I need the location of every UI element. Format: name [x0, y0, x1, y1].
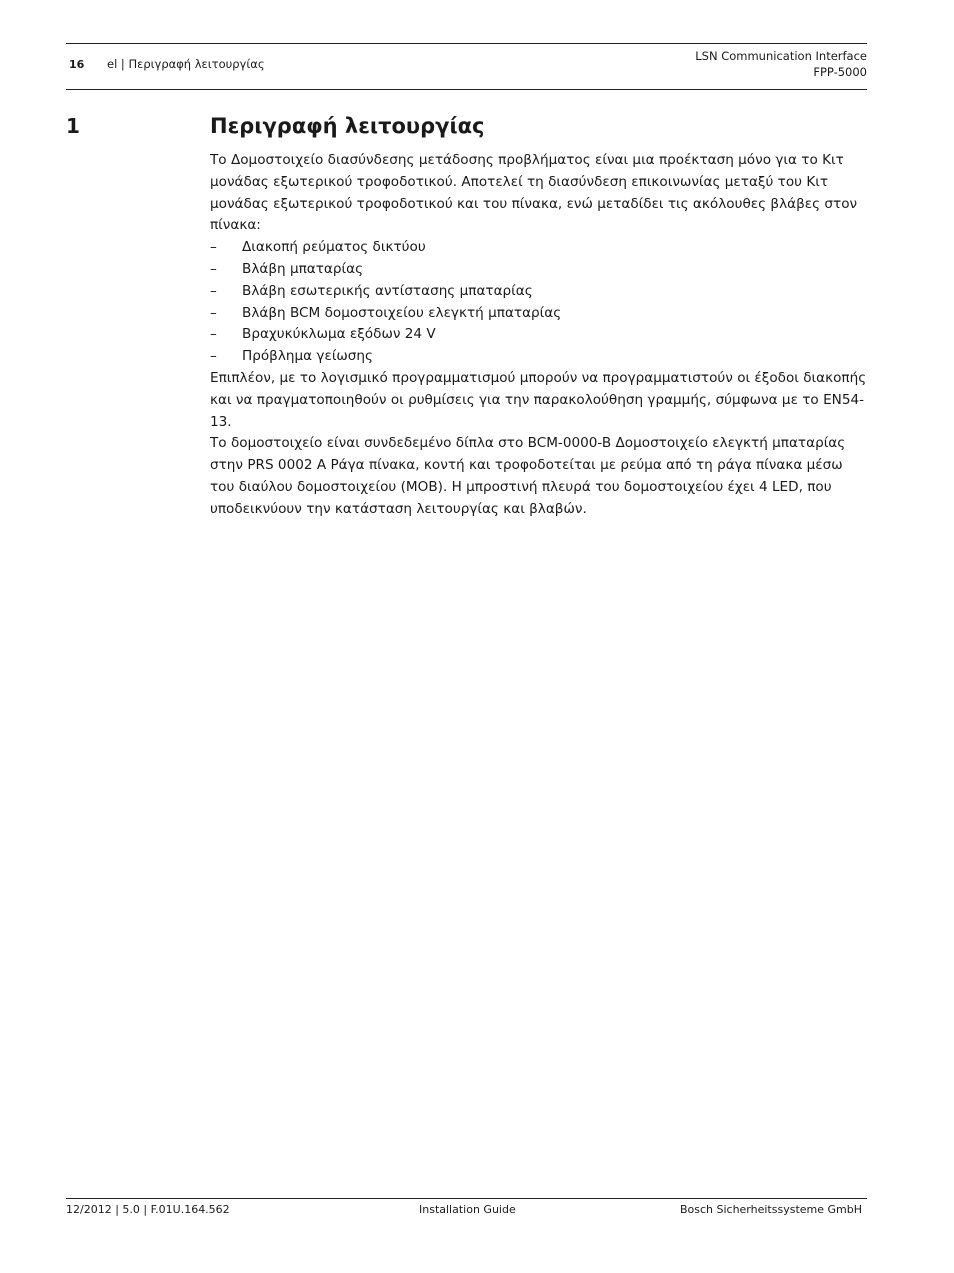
list-item-text: Βλάβη μπαταρίας [242, 260, 364, 277]
footer-doc-type: Installation Guide [419, 1203, 516, 1216]
bullet-dash: – [210, 260, 217, 277]
product-name: LSN Communication Interface [695, 49, 867, 63]
list-item [210, 259, 870, 281]
chapter-number: 1 [66, 114, 80, 138]
product-info [695, 49, 867, 80]
running-section-title: el | Περιγραφή λειτουργίας [107, 57, 265, 71]
list-item [210, 324, 870, 346]
list-item-text: Βραχυκύκλωμα εξόδων 24 V [242, 326, 436, 343]
footer-doc-info: 12/2012 | 5.0 | F.01U.164.562 [66, 1203, 230, 1216]
list-item-text: Βλάβη BCM δομοστοιχείου ελεγκτή μπαταρίας [242, 304, 562, 321]
list-item [210, 346, 870, 368]
page-number: 16 [69, 58, 85, 71]
list-item-text: Πρόβλημα γείωσης [242, 348, 374, 365]
chapter-title: Περιγραφή λειτουργίας [210, 114, 485, 138]
footer-rule [66, 1198, 867, 1199]
footer-company: Bosch Sicherheitssysteme GmbH [679, 1203, 862, 1216]
programming-paragraph: Επιπλέον, με το λογισμικό προγραμματισμού μπορούν να προγραμματιστούν οι έξοδοι διακοπής και να πραγματοποιηθούν οι ρυθμίσεις για την παρακολούθηση γραμμής, σύμφωνα με το EN54-13. [210, 369, 867, 430]
bullet-dash: – [210, 239, 217, 256]
bullet-dash: – [210, 282, 217, 299]
list-item [210, 281, 870, 303]
list-item-text: Διακοπή ρεύματος δικτύου [242, 239, 426, 256]
list-item [210, 303, 870, 325]
fault-list [210, 237, 870, 368]
installation-paragraph: Το δομοστοιχείο είναι συνδεδεμένο δίπλα στο BCM-0000-B Δομοστοιχείο ελεγκτή μπαταρίας στην PRS 0002 A Ράγα πίνακα, κοντή και τροφοδοτείται με ρεύμα από τη ράγα πίνακα μέσω του διαύλου δομοστοιχείου (MOB). Η μπροστινή πλευρά του δομοστοιχείου έχει 4 LED, που υποδεικνύουν την κατάσταση λειτουργίας και βλαβών. [210, 435, 846, 517]
intro-paragraph: Το Δομοστοιχείο διασύνδεσης μετάδοσης προβλήματος είναι μια προέκταση μόνο για το Κιτ μονάδας εξωτερικού τροφοδοτικού. Αποτελεί τη διασύνδεση επικοινωνίας μεταξύ του Κιτ μονάδας εξωτερικού τροφοδοτικού και του πίνακα, ενώ μεταδίδει τις ακόλουθες βλάβες στον πίνακα: [210, 152, 858, 234]
product-model: FPP-5000 [813, 64, 867, 79]
bullet-dash: – [210, 304, 217, 321]
list-item-text: Βλάβη εσωτερικής αντίστασης μπαταρίας [242, 282, 533, 299]
body-text [210, 150, 870, 521]
bullet-dash: – [210, 326, 217, 343]
list-item [210, 237, 870, 259]
header-bottom-rule [66, 89, 867, 90]
bullet-dash: – [210, 348, 217, 365]
header-top-rule [66, 43, 867, 44]
